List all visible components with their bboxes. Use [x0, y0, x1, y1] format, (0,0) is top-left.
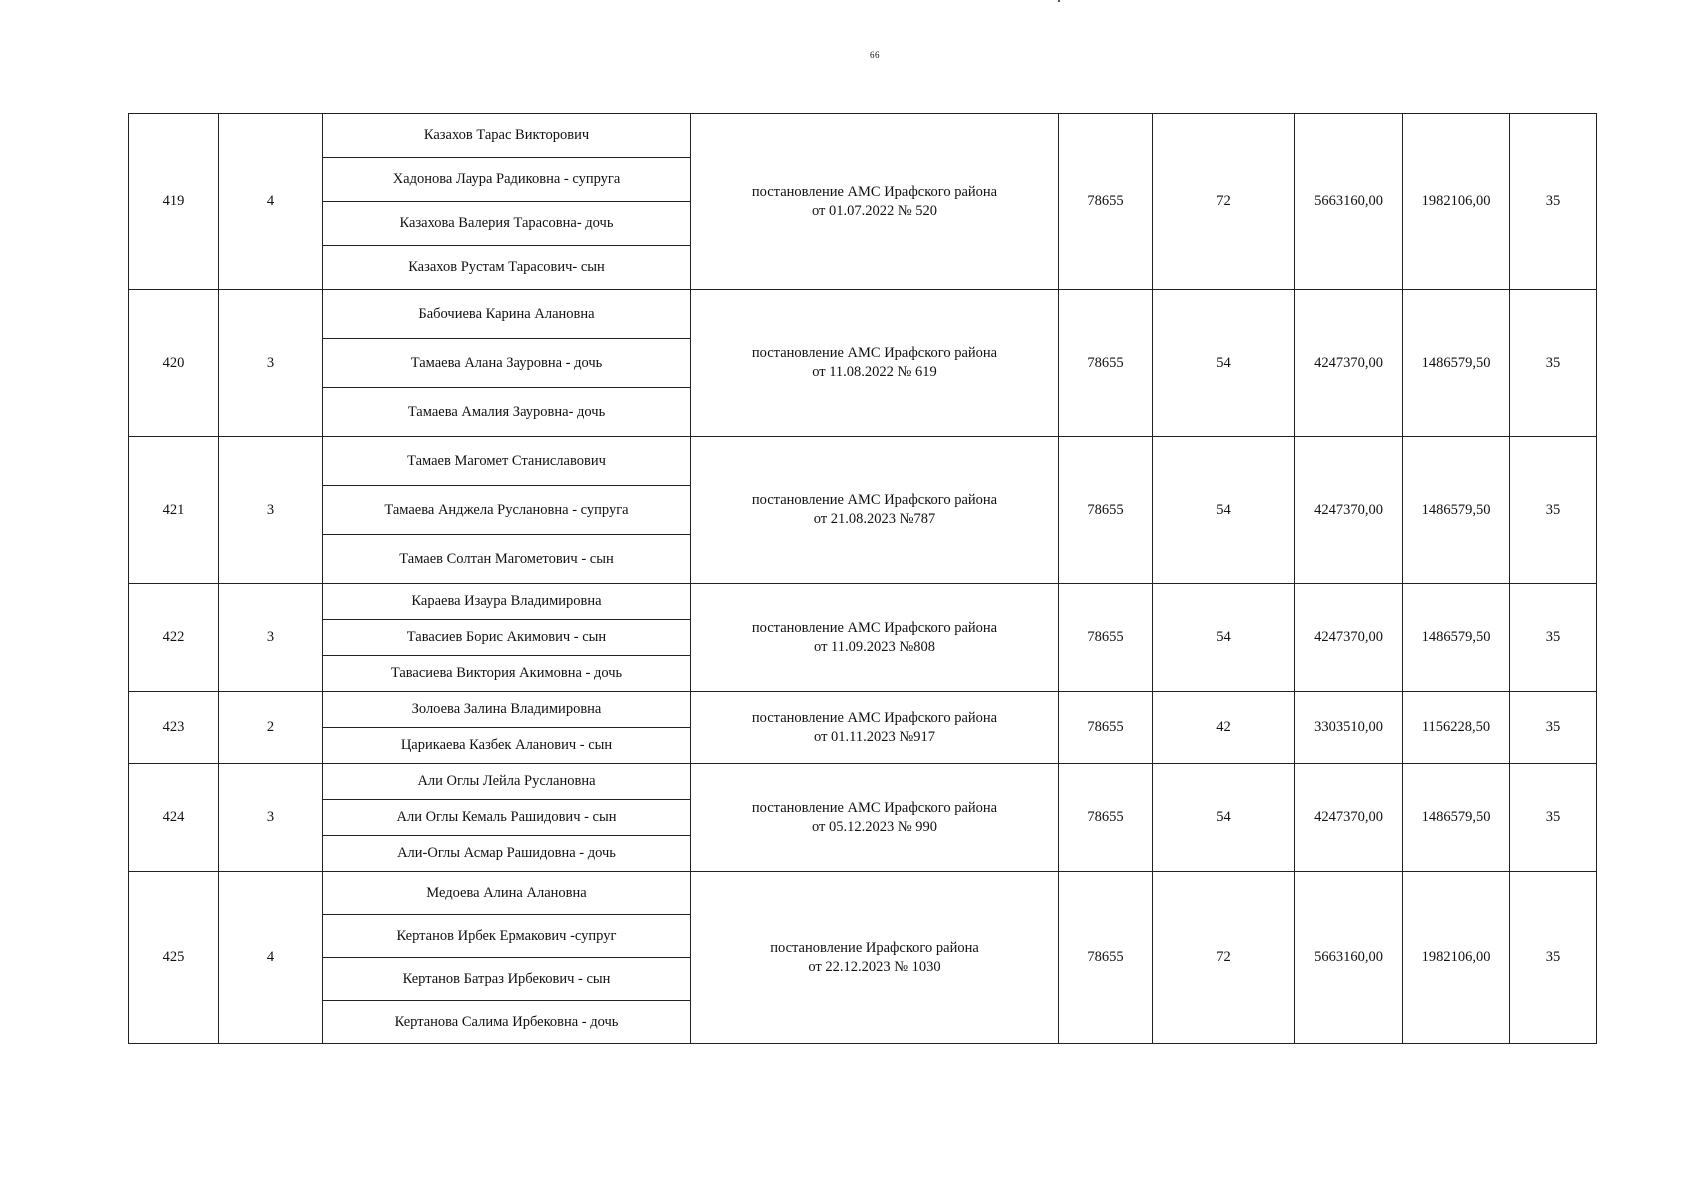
family-member-name: Тамаева Алана Зауровна - дочь: [323, 339, 691, 388]
price-per-sqm: 78655: [1059, 437, 1153, 584]
family-member-name: Казахова Валерия Тарасовна- дочь: [323, 202, 691, 246]
record-number: 423: [129, 692, 219, 764]
price-per-sqm: 78655: [1059, 872, 1153, 1044]
family-member-name: Кертанов Батраз Ирбекович - сын: [323, 958, 691, 1001]
scan-mark: [1058, 0, 1060, 2]
decree-title: постановление АМС Ирафского района: [751, 709, 998, 726]
decree-reference: [691, 584, 1059, 692]
decree-title: постановление АМС Ирафского района: [751, 183, 998, 200]
family-member-name: Царикаева Казбек Аланович - сын: [323, 728, 691, 764]
decree-reference: [691, 290, 1059, 437]
subsidy-amount: 1486579,50: [1403, 764, 1510, 872]
decree-date-number: от 11.09.2023 №808: [814, 638, 935, 655]
decree-title: постановление АМС Ирафского района: [751, 345, 998, 361]
subsidy-amount: 1486579,50: [1403, 437, 1510, 584]
table-row: [129, 764, 1597, 800]
decree-date-number: от 11.08.2022 № 619: [812, 364, 937, 380]
estimated-cost: 5663160,00: [1295, 872, 1403, 1044]
family-member-name: Тавасиева Виктория Акимовна - дочь: [323, 656, 691, 692]
members-count: 3: [219, 437, 323, 584]
family-member-name: Кертанов Ирбек Ермакович -супруг: [323, 915, 691, 958]
subsidy-amount: 1486579,50: [1403, 584, 1510, 692]
estimated-cost: 4247370,00: [1295, 290, 1403, 437]
decree-date-number: от 05.12.2023 № 990: [811, 818, 938, 835]
family-member-name: Али Оглы Лейла Руслановна: [323, 764, 691, 800]
price-per-sqm: 78655: [1059, 584, 1153, 692]
decree-reference: [691, 872, 1059, 1044]
family-member-name: Али-Оглы Асмар Рашидовна - дочь: [323, 836, 691, 872]
family-member-name: Казахов Тарас Викторович: [323, 114, 691, 158]
area-norm: 54: [1153, 290, 1295, 437]
decree-title: постановление АМС Ирафского района: [751, 492, 998, 508]
subsidy-percent: 35: [1510, 290, 1597, 437]
record-number: 421: [129, 437, 219, 584]
price-per-sqm: 78655: [1059, 290, 1153, 437]
subsidy-amount: 1982106,00: [1403, 114, 1510, 290]
estimated-cost: 4247370,00: [1295, 764, 1403, 872]
area-norm: 42: [1153, 692, 1295, 764]
subsidy-percent: 35: [1510, 872, 1597, 1044]
family-member-name: Караева Изаура Владимировна: [323, 584, 691, 620]
subsidy-percent: 35: [1510, 437, 1597, 584]
area-norm: 54: [1153, 764, 1295, 872]
price-per-sqm: 78655: [1059, 764, 1153, 872]
table-row: [129, 437, 1597, 486]
decree-date-number: от 01.07.2022 № 520: [811, 202, 938, 219]
area-norm: 54: [1153, 437, 1295, 584]
decree-title: постановление Ирафского района: [770, 939, 979, 956]
record-number: 420: [129, 290, 219, 437]
family-member-name: Казахов Рустам Тарасович- сын: [323, 246, 691, 290]
table-row: [129, 584, 1597, 620]
estimated-cost: 3303510,00: [1295, 692, 1403, 764]
decree-reference: [691, 114, 1059, 290]
decree-title: постановление АМС Ирафского района: [751, 799, 998, 816]
price-per-sqm: 78655: [1059, 692, 1153, 764]
record-number: 422: [129, 584, 219, 692]
family-member-name: Тамаев Магомет Станиславович: [323, 437, 691, 486]
family-member-name: Али Оглы Кемаль Рашидович - сын: [323, 800, 691, 836]
decree-reference: [691, 764, 1059, 872]
family-member-name: Тамаева Амалия Зауровна- дочь: [323, 388, 691, 437]
estimated-cost: 4247370,00: [1295, 437, 1403, 584]
table-row: [129, 872, 1597, 915]
family-member-name: Хадонова Лаура Радиковна - супруга: [323, 158, 691, 202]
subsidy-amount: 1982106,00: [1403, 872, 1510, 1044]
subsidy-percent: 35: [1510, 692, 1597, 764]
decree-date-number: от 21.08.2023 №787: [813, 511, 936, 527]
decree-reference: [691, 692, 1059, 764]
record-number: 424: [129, 764, 219, 872]
family-registry-table: [128, 113, 1597, 1044]
estimated-cost: 4247370,00: [1295, 584, 1403, 692]
price-per-sqm: 78655: [1059, 114, 1153, 290]
members-count: 3: [219, 764, 323, 872]
members-count: 3: [219, 290, 323, 437]
members-count: 3: [219, 584, 323, 692]
decree-reference: [691, 437, 1059, 584]
subsidy-percent: 35: [1510, 114, 1597, 290]
subsidy-percent: 35: [1510, 584, 1597, 692]
table-row: [129, 692, 1597, 728]
family-member-name: Кертанова Салима Ирбековна - дочь: [323, 1001, 691, 1044]
record-number: 425: [129, 872, 219, 1044]
record-number: 419: [129, 114, 219, 290]
estimated-cost: 5663160,00: [1295, 114, 1403, 290]
members-count: 2: [219, 692, 323, 764]
registry-body: [129, 114, 1597, 1044]
family-member-name: Золоева Залина Владимировна: [323, 692, 691, 728]
family-member-name: Тавасиев Борис Акимович - сын: [323, 620, 691, 656]
members-count: 4: [219, 872, 323, 1044]
family-member-name: Бабочиева Карина Алановна: [323, 290, 691, 339]
members-count: 4: [219, 114, 323, 290]
area-norm: 72: [1153, 114, 1295, 290]
subsidy-amount: 1156228,50: [1403, 692, 1510, 764]
area-norm: 54: [1153, 584, 1295, 692]
family-member-name: Медоева Алина Алановна: [323, 872, 691, 915]
decree-date-number: от 22.12.2023 № 1030: [808, 958, 941, 975]
subsidy-percent: 35: [1510, 764, 1597, 872]
family-member-name: Тамаева Анджела Руслановна - супруга: [323, 486, 691, 535]
subsidy-amount: 1486579,50: [1403, 290, 1510, 437]
page-number: 66: [870, 50, 880, 60]
area-norm: 72: [1153, 872, 1295, 1044]
table-row: [129, 290, 1597, 339]
decree-title: постановление АМС Ирафского района: [751, 619, 998, 636]
decree-date-number: от 01.11.2023 №917: [814, 728, 935, 745]
table-row: [129, 114, 1597, 158]
family-member-name: Тамаев Солтан Магометович - сын: [323, 535, 691, 584]
